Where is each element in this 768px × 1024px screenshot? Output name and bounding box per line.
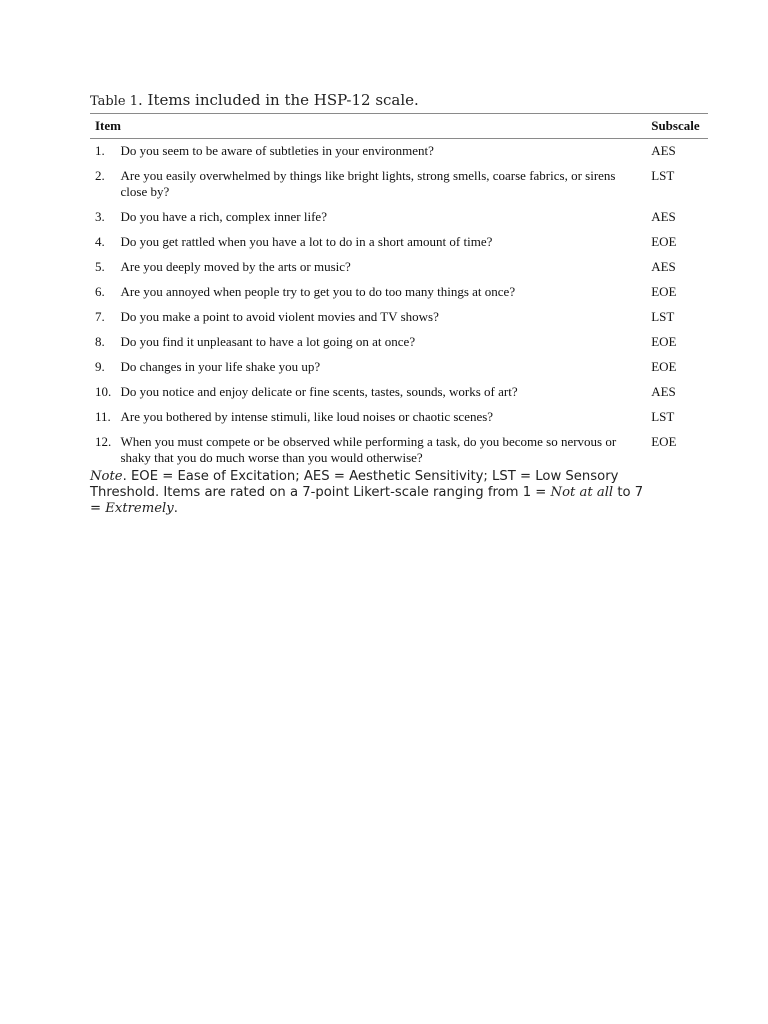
table-row (90, 430, 708, 471)
item-text: Do you seem to be aware of subtleties in your environment? (120, 143, 434, 158)
item-text: Do you find it unpleasant to have a lot going on at once? (120, 334, 416, 349)
note-anchor-low: Not at all (550, 485, 614, 500)
hsp-items-table (90, 113, 708, 471)
table-note (90, 469, 650, 517)
note-text-3: . (173, 501, 178, 516)
table-header-row (90, 114, 708, 139)
table-row (90, 280, 708, 305)
item-subscale: LST (651, 168, 675, 183)
note-text-1: . EOE = Ease of Excitation; AES = Aesthetic Sensitivity; LST = Low Sensory Threshold. Items are rated on a 7-point Likert-scale ranging from 1 = (90, 469, 619, 500)
item-text: Are you annoyed when people try to get you to do too many things at once? (120, 284, 516, 299)
item-number: 1. (95, 143, 105, 158)
table-label: Table 1 (90, 94, 138, 109)
table-row (90, 255, 708, 280)
item-number: 10. (95, 384, 112, 399)
note-label: Note (90, 469, 123, 484)
item-subscale: LST (651, 309, 675, 324)
header-subscale: Subscale (647, 114, 708, 139)
table-row (90, 230, 708, 255)
table-row (90, 330, 708, 355)
document-page (90, 90, 708, 517)
item-subscale: EOE (651, 359, 677, 374)
item-number: 12. (95, 434, 112, 449)
table-caption (90, 90, 708, 112)
item-number: 2. (95, 168, 105, 183)
item-subscale: EOE (651, 434, 677, 449)
table-body (90, 139, 708, 472)
item-number: 7. (95, 309, 105, 324)
item-number: 8. (95, 334, 105, 349)
table-row (90, 380, 708, 405)
item-text: Do you have a rich, complex inner life? (120, 209, 327, 224)
item-number: 11. (95, 409, 111, 424)
table-row (90, 355, 708, 380)
item-subscale: EOE (651, 284, 677, 299)
item-number: 4. (95, 234, 105, 249)
item-text: Do you notice and enjoy delicate or fine scents, tastes, sounds, works of art? (120, 384, 518, 399)
item-subscale: EOE (651, 334, 677, 349)
item-number: 3. (95, 209, 105, 224)
item-subscale: AES (651, 143, 676, 158)
table-title: . Items included in the HSP-12 scale. (138, 91, 419, 109)
item-subscale: LST (651, 409, 675, 424)
table-row (90, 164, 708, 205)
table-row (90, 205, 708, 230)
item-text: Do changes in your life shake you up? (120, 359, 321, 374)
item-number: 5. (95, 259, 105, 274)
item-number: 9. (95, 359, 105, 374)
note-text-2: to 7 = (90, 485, 644, 516)
note-anchor-high: Extremely (105, 501, 174, 516)
item-text: When you must compete or be observed while performing a task, do you become so nervous or shaky that you do much worse than you would otherwise? (120, 434, 617, 465)
item-text: Do you make a point to avoid violent movies and TV shows? (120, 309, 439, 324)
table-row (90, 305, 708, 330)
item-subscale: EOE (651, 234, 677, 249)
item-number: 6. (95, 284, 105, 299)
item-text: Are you deeply moved by the arts or music? (120, 259, 351, 274)
item-text: Are you easily overwhelmed by things like bright lights, strong smells, coarse fabrics, or sirens close by? (120, 168, 616, 199)
item-subscale: AES (651, 384, 676, 399)
table-row (90, 405, 708, 430)
header-item: Item (90, 114, 647, 139)
table-row (90, 139, 708, 165)
item-text: Do you get rattled when you have a lot to do in a short amount of time? (120, 234, 493, 249)
item-text: Are you bothered by intense stimuli, like loud noises or chaotic scenes? (120, 409, 494, 424)
item-subscale: AES (651, 259, 676, 274)
item-subscale: AES (651, 209, 676, 224)
